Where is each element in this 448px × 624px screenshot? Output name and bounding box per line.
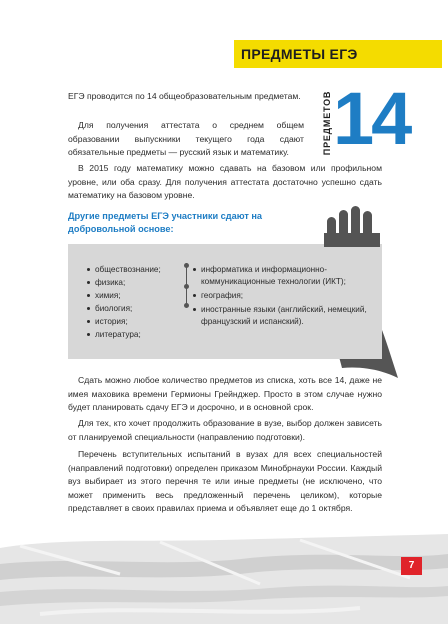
highlight-label: ПРЕДМЕТОВ (322, 90, 332, 156)
subjects-list-left (87, 264, 187, 342)
body-paragraph-1: Сдать можно любое количество предметов из списка, хоть все 14, даже не имея маховика времени Гермионы Грейнджер. Просто в этом случае нужно будет планировать сдачу ЕГЭ и досрочно, и в основной срок. (68, 375, 382, 412)
list-item: география; (193, 290, 373, 302)
list-item: химия; (87, 290, 187, 302)
list-item: биология; (87, 303, 187, 315)
section-title: ПРЕДМЕТЫ ЕГЭ (241, 46, 358, 62)
divider-dot (184, 284, 189, 289)
intro-paragraph-1: ЕГЭ проводится по 14 общеобразовательным предметам. (68, 91, 301, 101)
subjects-list-right (193, 264, 373, 330)
voluntary-heading: Другие предметы ЕГЭ участники сдают на добровольной основе: (68, 211, 263, 234)
body-paragraph-2: Для тех, кто хочет продолжить образование в вузе, выбор должен зависеть от планируемой специальности (направлению подготовки). (68, 418, 382, 442)
list-item: обществознание; (87, 264, 187, 276)
page-number-badge: 7 (401, 557, 422, 575)
divider-dot (184, 303, 189, 308)
hand-icon (320, 203, 388, 247)
section-header-bar (234, 40, 442, 68)
brush-stroke-decoration (0, 534, 448, 624)
page-curl-decoration (332, 330, 398, 378)
intro-paragraph-3: В 2015 году математику можно сдавать на базовом или профильном уровне, или оба сразу. Для получения аттестата достаточно успешно сдать математику на базовом уровне. (68, 163, 382, 200)
list-item: физика; (87, 277, 187, 289)
list-item: информатика и информационно-коммуникационные технологии (ИКТ); (193, 264, 373, 288)
highlight-number: 14 (333, 77, 410, 160)
list-item: история; (87, 316, 187, 328)
divider-dot (184, 263, 189, 268)
list-item: литература; (87, 329, 187, 341)
intro-paragraph-2: Для получения аттестата о среднем общем образовании выпускники текущего года сдают обязательные предметы — русский язык и математику. (68, 120, 304, 157)
body-paragraph-3: Перечень вступительных испытаний в вузах для всех специальностей (направлений подготовки) определен приказом Минобрнауки России. Каждый вуз выбирает из этого перечня те или иные предметы (не исключено, что может применить весь предложенный перечень целиком), которые представляет в своих правилах приема и объявляет еще до 1 октября. (68, 449, 382, 513)
list-item: иностранные языки (английский, немецкий, французский и испанский). (193, 304, 373, 328)
